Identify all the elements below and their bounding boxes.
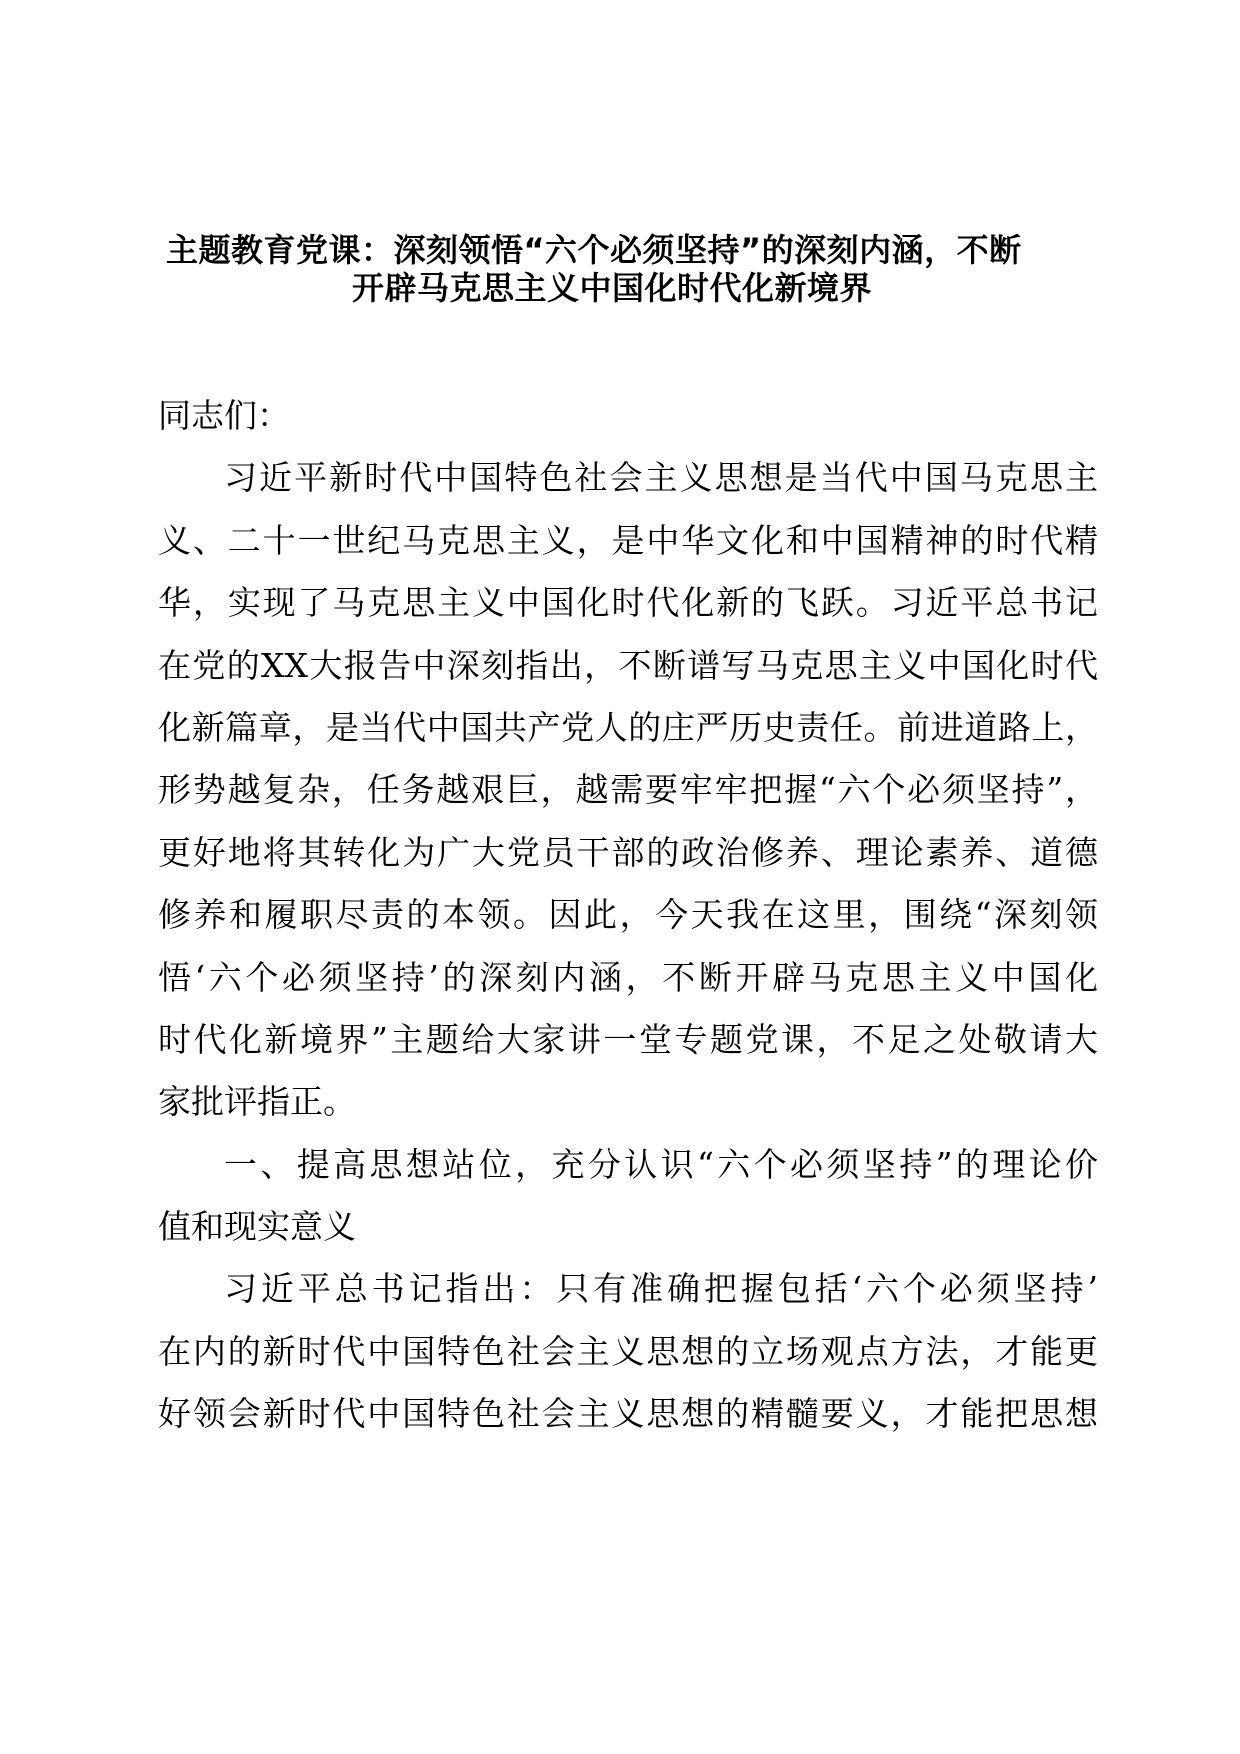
paragraph-line: 习近平总书记指出：只有准确把握包括‘六个必须坚持’	[224, 1269, 1098, 1309]
greeting: 同志们：	[158, 396, 290, 435]
title-line-1: 主题教育党课：深刻领悟“六个必须坚持”的深刻内涵，不断	[166, 231, 1022, 269]
section-heading-line: 值和现实意义	[158, 1207, 356, 1247]
paragraph-line: 家批评指正。	[158, 1082, 356, 1122]
paragraph-line: 化新篇章，是当代中国共产党人的庄严历史责任。前进道路上，	[158, 707, 1098, 747]
paragraph-intro	[158, 447, 1098, 1133]
paragraph-line: 修养和履职尽责的本领。因此，今天我在这里，围绕“深刻领	[158, 895, 1098, 935]
paragraph-line: 义、二十一世纪马克思主义，是中华文化和中国精神的时代精	[158, 520, 1098, 560]
paragraph-line: 时代化新境界”主题给大家讲一堂专题党课，不足之处敬请大	[158, 1019, 1098, 1059]
document-body	[158, 385, 1098, 1446]
paragraph-line: 悟‘六个必须坚持’的深刻内涵，不断开辟马克思主义中国化	[158, 957, 1098, 997]
section-heading-1	[158, 1134, 1098, 1259]
paragraph-line: 在党的XX大报告中深刻指出，不断谱写马克思主义中国化时代	[158, 645, 1098, 685]
section-heading-line: 一、提高思想站位，充分认识“六个必须坚持”的理论价	[224, 1144, 1098, 1184]
paragraph-line: 在内的新时代中国特色社会主义思想的立场观点方法，才能更	[158, 1331, 1098, 1371]
title-line-2: 开辟马克思主义中国化时代化新境界	[352, 269, 873, 307]
paragraph-line: 更好地将其转化为广大党员干部的政治修养、理论素养、道德	[158, 832, 1098, 872]
paragraph-line: 好领会新时代中国特色社会主义思想的精髓要义，才能把思想	[158, 1394, 1098, 1434]
paragraph-line: 习近平新时代中国特色社会主义思想是当代中国马克思主	[224, 458, 1098, 498]
paragraph-section-1	[158, 1258, 1098, 1445]
paragraph-line: 华，实现了马克思主义中国化时代化新的飞跃。习近平总书记	[158, 583, 1098, 623]
paragraph-line: 形势越复杂，任务越艰巨，越需要牢牢把握“六个必须坚持”，	[158, 770, 1098, 810]
